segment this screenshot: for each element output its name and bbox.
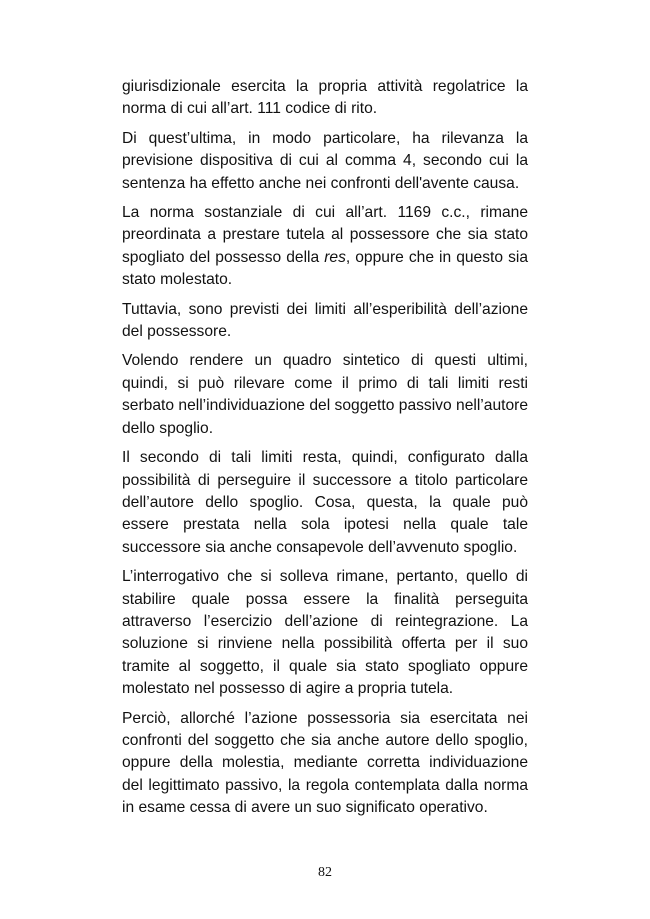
paragraph-3 [122,202,528,292]
paragraph-1: giurisdizionale esercita la propria attività regolatrice la norma di cui all’art. 111 codice di rito. [122,78,528,118]
paragraph-3-part-2: , oppure che in questo sia stato molestato. [122,248,528,289]
paragraph-8: Perciò, allorché l’azione possessoria sia esercitata nei confronti del soggetto che sia anche autore dello spoglio, oppure della molestia, mediante corretta individuazione del legittimato passivo, la regola contemplata dalla norma in esame cessa di avere un suo significato operativo. [122,709,528,817]
paragraph-5: Volendo rendere un quadro sintetico di questi ultimi, quindi, si può rilevare come il primo di tali limiti resti serbato nell’individuazione del soggetto passivo nell’autore dello spoglio. [122,352,528,437]
paragraph-4: Tuttavia, sono previsti dei limiti all’esperibilità dell’azione del possessore. [122,300,528,341]
body-text [122,76,528,827]
paragraph-3-part-1: La norma sostanziale di cui all’art. 1169 c.c., rimane preordinata a prestare tutela al possessore che sia stato spogliato del possesso della [122,204,528,266]
paragraph-6: Il secondo di tali limiti resta, quindi, configurato dalla possibilità di perseguire il successore a titolo particolare dell’autore dello spoglio. Cosa, questa, la quale può essere prestata nella sola ipotesi nella quale tale successore sia anche consapevole dell’avvenuto spoglio. [122,449,528,556]
paragraph-2: Di quest’ultima, in modo particolare, ha rilevanza la previsione dispositiva di cui al comma 4, secondo cui la sentenza ha effetto anche nei confronti dell'avente causa. [122,129,528,192]
page-number: 82 [318,865,332,880]
paragraph-3-italic-term: res [324,248,346,266]
paragraph-7: L’interrogativo che si solleva rimane, pertanto, quello di stabilire quale possa essere la finalità perseguita attraverso l’esercizio dell’azione di reintegrazione. La soluzione si rinviene nella possibilità offerta per il suo tramite al soggetto, il quale sia stato spogliato oppure molestato nel possesso di agire a propria tutela. [122,568,528,698]
